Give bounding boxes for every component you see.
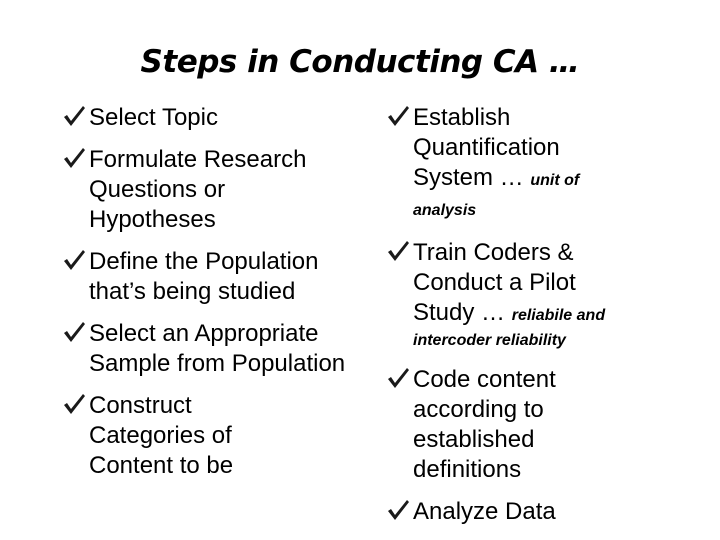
- checkmark-icon: [62, 104, 86, 128]
- list-item-text: Define the Population that’s being studied: [89, 248, 319, 305]
- list-item-note-line2: analysis: [413, 202, 477, 219]
- list-item-text: Code content according to established definitions: [413, 366, 556, 483]
- list-item: [386, 497, 686, 527]
- list-item-note: reliabile and: [511, 307, 606, 324]
- list-item: [62, 247, 334, 307]
- list-item: [386, 238, 623, 351]
- list-item: [62, 391, 294, 481]
- checkmark-icon: [386, 366, 410, 390]
- checkmark-icon: [386, 104, 410, 128]
- list-item: [386, 103, 628, 226]
- list-item-text: Select an Appropriate Sample from Population: [89, 320, 346, 377]
- checkmark-icon: [62, 320, 86, 344]
- checkmark-icon: [62, 146, 86, 170]
- checkmark-icon: [386, 239, 410, 263]
- left-bullet-list: [62, 103, 362, 493]
- slide-title: Steps in Conducting CA …: [140, 44, 580, 80]
- checkmark-icon: [62, 392, 86, 416]
- list-item-text: Train Coders & Conduct a Pilot Study …: [413, 239, 576, 326]
- list-item-note: unit of: [530, 172, 580, 189]
- list-item-note-line2: intercoder reliability: [413, 332, 566, 349]
- list-item-text: Analyze Data: [413, 498, 556, 525]
- right-bullet-list: [386, 103, 686, 539]
- list-item: [62, 319, 379, 379]
- checkmark-icon: [386, 498, 410, 522]
- list-item-text: Select Topic: [89, 104, 218, 131]
- list-item-text: Formulate Research Questions or Hypotheses: [89, 146, 307, 233]
- checkmark-icon: [62, 248, 86, 272]
- list-item-text: Establish Quantification System …: [413, 104, 560, 191]
- list-item: [62, 145, 349, 235]
- list-item: [62, 103, 362, 133]
- list-item: [386, 365, 613, 485]
- list-item-text: Construct Categories of Content to be: [89, 392, 234, 479]
